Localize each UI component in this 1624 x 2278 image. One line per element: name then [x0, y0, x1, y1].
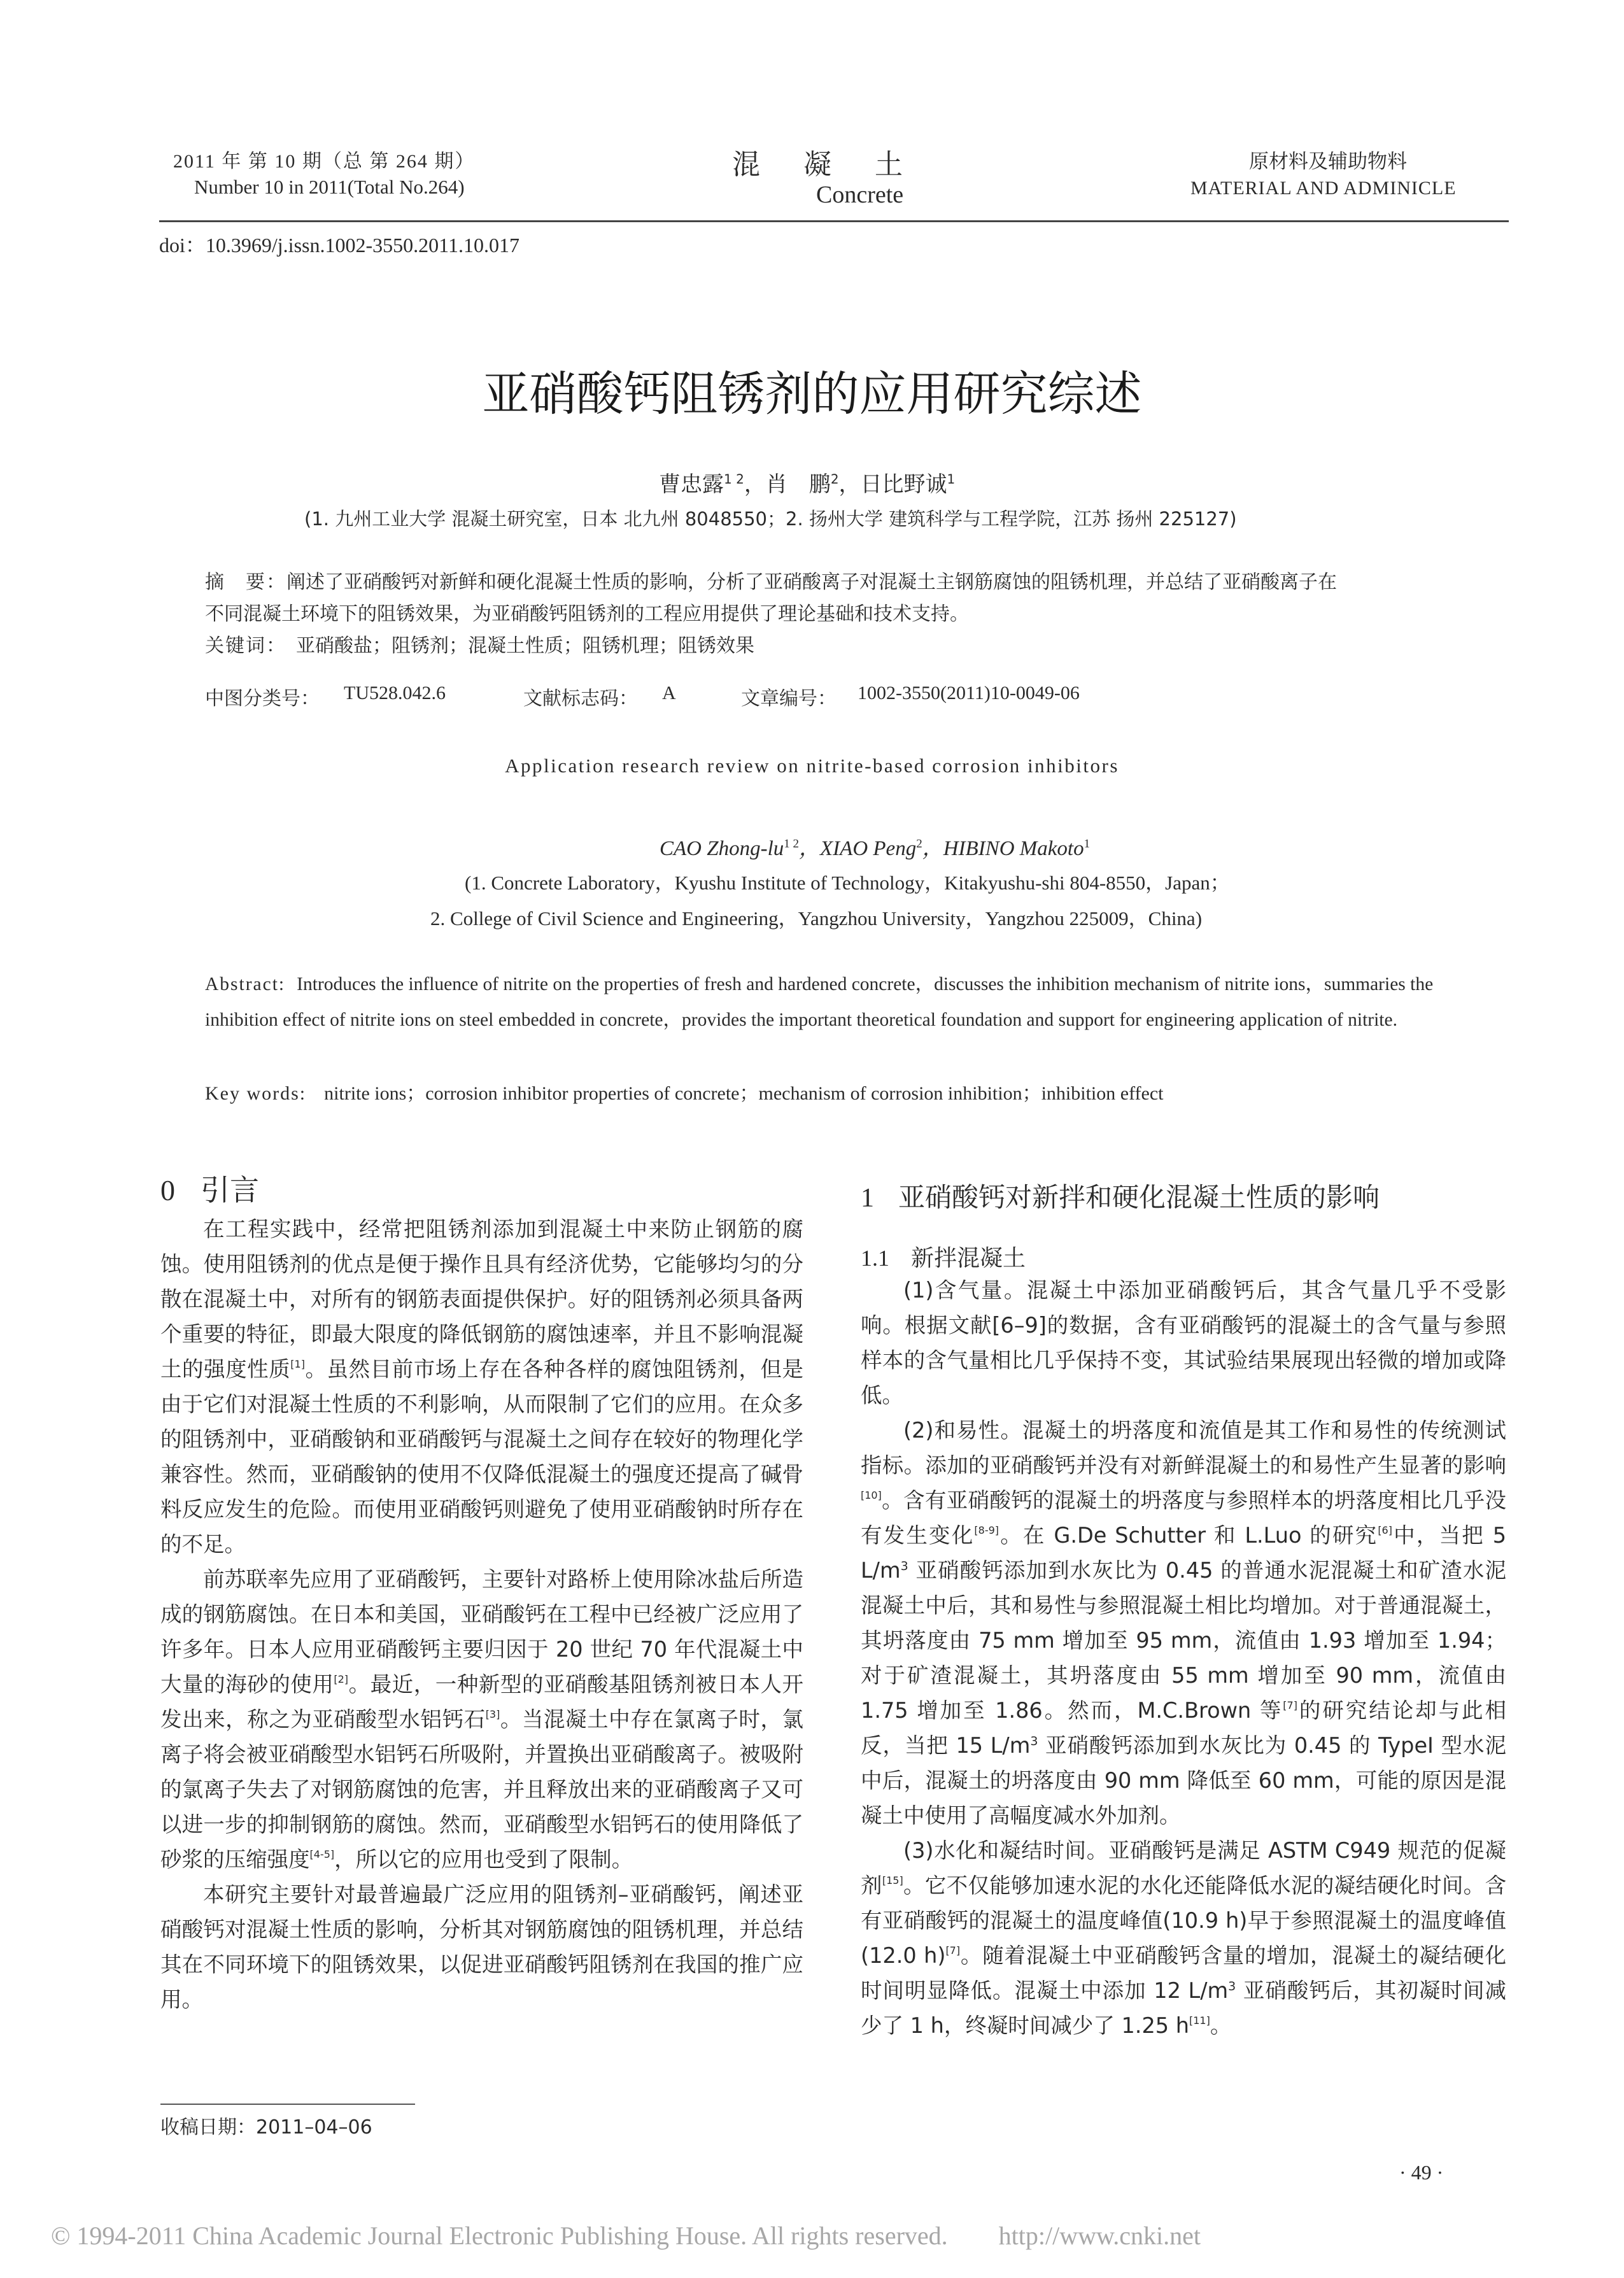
air-content-paragraph: (1)含气量。混凝土中添加亚硝酸钙后，其含气量几乎不受影响。根据文献[6–9]的数据，含有亚硝酸钙的混凝土的含气量与参照样本的含气量相比几乎保持不变，其试验结果展现出轻微的增加或降低。: [861, 1278, 1506, 1408]
paper-title: 亚硝酸钙阻锈剂的应用研究综述: [482, 367, 1142, 421]
text-run: ，所以它的应用也受到了限制。: [334, 1847, 633, 1872]
text-run: 。它不仅能够加速水泥的水化还能降低水泥的凝结硬化时间。含有亚硝酸钙的混凝土的温度峰值(10.9 h)早于参照混凝土的温度峰值(12.0 h): [861, 1873, 1507, 1968]
section-1-title: 亚硝酸钙对新拌和硬化混凝土性质的影响: [898, 1182, 1380, 1213]
author-3: ，日比野诚: [838, 472, 947, 497]
abstract-cn-text-1: 阐述了亚硝酸钙对新鲜和硬化混凝土性质的影响，分析了亚硝酸离子对混凝土主钢筋腐蚀的阻锈机理，并总结了亚硝酸离子在: [286, 571, 1337, 593]
citation: [15]: [882, 1874, 903, 1886]
english-authors: [660, 831, 1090, 861]
text-run: 。含有亚硝酸钙的混凝土的坍落度与参照样本的坍落度相比几乎没有发生变化: [861, 1488, 1506, 1548]
text-run: 亚硝酸钙添加到水灰比为 0.45 的 TypeI 型水泥中后，混凝土的坍落度由 90 mm 降低至 60 mm，可能的原因是混凝土中使用了高幅度减水外加剂。: [861, 1733, 1506, 1828]
abstract-cn-line-2: 不同混凝土环境下的阻锈效果，为亚硝酸钙阻锈剂的工程应用提供了理论基础和技术支持。: [205, 603, 969, 625]
english-affiliation-1: (1. Concrete Laboratory，Kyushu Institute of Technology，Kitakyushu-shi 804-8550，Japan；: [465, 872, 1230, 894]
author-2: ，肖 鹏: [744, 472, 831, 497]
citation: [1]: [290, 1358, 305, 1370]
doi: doi：10.3969/j.issn.1002-3550.2011.10.017: [159, 234, 519, 257]
header-rule: [159, 220, 1509, 222]
citation: [6]: [1378, 1524, 1392, 1536]
intro-paragraph-2: [160, 1562, 803, 1877]
abstract-cn-label: 摘 要：: [205, 571, 286, 593]
author-3-sup: 1: [947, 471, 956, 487]
text-run: 亚硝酸钙后，其初凝时间减少了 1 h，终凝时间减少了 1.25 h: [861, 1978, 1506, 2038]
text-run: 。在 G.De Schutter 和 L.Luo 的研究: [999, 1523, 1378, 1548]
unit-superscript: 3: [900, 1559, 908, 1573]
text-run: 。虽然目前市场上存在各种各样的腐蚀阻锈剂，但是由于它们对混凝土性质的不利影响，从而限制了它们的应用。在众多的阻锈剂中，亚硝酸钠和亚硝酸钙与混凝土之间存在较好的物理化学兼容性。然而，亚硝酸钠的使用不仅降低混凝土的强度还提高了碱骨料反应发生的危险。而使用亚硝酸钙则避免了使用亚硝酸钠时所存在的不足。: [160, 1357, 804, 1557]
citation: [2]: [334, 1673, 349, 1685]
page-number: · 49 ·: [1399, 2161, 1444, 2184]
citation: [7]: [1283, 1699, 1297, 1711]
section-1-heading: [861, 1177, 1380, 1215]
text-run: 。最近，一种新型的亚硝酸基阻锈剂被日本人开发出来，称之为亚硝酸型水铝钙石: [160, 1672, 804, 1732]
text-run: 。: [1210, 2013, 1232, 2038]
setting-time-paragraph: [861, 1833, 1506, 2043]
citation: [7]: [945, 1944, 961, 1956]
issue-info-en: Number 10 in 2011(Total No.264): [194, 176, 465, 198]
author-1: 曹忠露: [659, 472, 724, 497]
author-1-sup: 1 2: [724, 471, 744, 487]
doc-code: A: [662, 683, 676, 704]
unit-superscript: 3: [1228, 1979, 1236, 1993]
text-run: 的研究结论却与此相反，当把 15 L/m: [861, 1698, 1506, 1758]
citation: [4-5]: [309, 1848, 335, 1860]
english-keywords-label: Key words:: [205, 1083, 307, 1104]
intro-paragraph-3: 本研究主要针对最普遍最广泛应用的阻锈剂–亚硝酸钙，阐述亚硝酸钙对混凝土性质的影响，分析其对钢筋腐蚀的阻锈机理，并总结其在不同环境下的阻锈效果，以促进亚硝酸钙阻锈剂在我国的推广应用。: [160, 1882, 803, 2012]
english-keywords: [205, 1077, 1163, 1105]
section-0-title: 引言: [201, 1173, 259, 1207]
workability-paragraph: [861, 1413, 1506, 1833]
affiliation-cn: (1. 九州工业大学 混凝土研究室，日本 北九州 8048550；2. 扬州大学 建筑科学与工程学院，江苏 扬州 225127): [304, 508, 1237, 530]
citation: [10]: [861, 1489, 882, 1501]
english-abstract-text: Introduces the influence of nitrite on the properties of fresh and hardened concrete，discusses the inhibition mechanism of nitrite ions，summaries the inhibition effect of nitrite ions on steel embedded in concrete，provides the important theoretical foundation and support for engineering application of nitrite.: [205, 974, 1434, 1030]
keywords-cn: [205, 630, 1472, 662]
english-affiliation-2: 2. College of Civil Science and Engineering，Yangzhou University，Yangzhou 225009，China): [430, 907, 1203, 930]
text-run: 。随着混凝土中亚硝酸钙含量的增加，混凝土的凝结硬化时间明显降低。混凝土中添加 12 L/m: [861, 1943, 1506, 2003]
english-author-2: ，XIAO Peng: [799, 837, 917, 860]
text-run: 中，当把 5 L/m: [861, 1523, 1507, 1583]
right-column-body: [861, 1273, 1506, 2043]
text-run: 。当混凝土中存在氯离子时，氯离子将会被亚硝酸型水铝钙石所吸附，并置换出亚硝酸离子。被吸附的氯离子失去了对钢筋腐蚀的危害，并且释放出来的亚硝酸离子又可以进一步的抑制钢筋的腐蚀。然而，亚硝酸型水铝钙石的使用降低了砂浆的压缩强度: [160, 1707, 803, 1872]
text-run: 在工程实践中，经常把阻锈剂添加到混凝土中来防止钢筋的腐蚀。使用阻锈剂的优点是便于操作且具有经济优势，它能够均匀的分散在混凝土中，对所有的钢筋表面提供保护。好的阻锈剂必须具备两个重要的特征，即最大限度的降低钢筋的腐蚀速率，并且不影响混凝土的强度性质: [160, 1217, 803, 1382]
english-author-2-sup: 2: [916, 837, 922, 851]
received-date: 收稿日期：2011–04–06: [160, 2116, 372, 2139]
intro-paragraph-1: [160, 1212, 803, 1562]
issue-info-cn: 2011 年 第 10 期（总 第 264 期）: [173, 151, 476, 172]
citation: [3]: [485, 1708, 500, 1720]
citation: [11]: [1189, 2014, 1210, 2027]
authors-cn: [659, 467, 955, 498]
english-author-3: ，HIBINO Makoto: [922, 837, 1084, 860]
subsection-1-1-number: 1.1: [861, 1245, 889, 1271]
subsection-1-1-heading: [861, 1240, 1026, 1273]
section-0-number: 0: [160, 1174, 175, 1206]
keywords-cn-label: 关键词：: [205, 635, 277, 657]
article-number-label: 文章编号：: [741, 688, 837, 710]
section-1-number: 1: [861, 1184, 874, 1213]
journal-name-en: Concrete: [816, 181, 904, 208]
text-run: 前苏联率先应用了亚硝酸钙，主要针对路桥上使用除冰盐后所造成的钢筋腐蚀。在日本和美国，亚硝酸钙在工程中已经被广泛应用了许多年。日本人应用亚硝酸钙主要归因于 20 世纪 70 年代混凝土中大量的海砂的使用: [160, 1567, 803, 1697]
english-keywords-text: nitrite ions；corrosion inhibitor properties of concrete；mechanism of corrosion inhibition；inhibition effect: [324, 1083, 1164, 1104]
article-number: 1002-3550(2011)10-0049-06: [858, 683, 1080, 704]
english-author-1-sup: 1 2: [784, 837, 800, 851]
journal-name-cn: 混凝土: [732, 148, 946, 181]
citation: [8-9]: [974, 1524, 999, 1536]
clc-label: 中图分类号：: [205, 688, 320, 710]
column-name-cn: 原材料及辅助物料: [1249, 150, 1407, 173]
left-column-body: [160, 1212, 803, 2017]
english-author-3-sup: 1: [1084, 837, 1091, 851]
english-abstract-label: Abstract:: [205, 974, 286, 994]
keywords-cn-text: 亚硝酸盐；阻锈剂；混凝土性质；阻锈机理；阻锈效果: [296, 635, 754, 657]
clc-code: TU528.042.6: [344, 683, 446, 704]
footnote-rule: [160, 2104, 415, 2105]
english-abstract: [205, 966, 1478, 1038]
abstract-cn-line-1: [205, 567, 1472, 598]
author-2-sup: 2: [830, 471, 839, 487]
text-run: 亚硝酸钙添加到水灰比为 0.45 的普通水泥混凝土和矿渣水泥混凝土中后，其和易性与参照混凝土相比均增加。对于普通混凝土，其坍落度由 75 mm 增加至 95 mm，流值由 1.93 增加至 1.94；对于矿渣混凝土，其坍落度由 55 mm 增加至 90 mm，流值由 1.75 增加至 1.86。然而，M.C.Brown 等: [861, 1558, 1506, 1723]
text-run: (3)水化和凝结时间。亚硝酸钙是满足 ASTM C949 规范的促凝剂: [861, 1838, 1506, 1898]
column-name-en: MATERIAL AND ADMINICLE: [1190, 178, 1457, 199]
section-0-heading: [160, 1167, 259, 1209]
english-author-1: CAO Zhong-lu: [660, 837, 784, 860]
unit-superscript: 3: [1030, 1734, 1038, 1748]
doc-code-label: 文献标志码：: [523, 688, 638, 710]
english-title: Application research review on nitrite-based corrosion inhibitors: [505, 754, 1119, 777]
copyright-watermark: © 1994-2011 China Academic Journal Electronic Publishing House. All rights reserved. http://www.cnki.net: [51, 2221, 1201, 2250]
text-run: (2)和易性。混凝土的坍落度和流值是其工作和易性的传统测试指标。添加的亚硝酸钙并没有对新鲜混凝土的和易性产生显著的影响: [861, 1418, 1506, 1478]
subsection-1-1-title: 新拌混凝土: [911, 1245, 1026, 1271]
